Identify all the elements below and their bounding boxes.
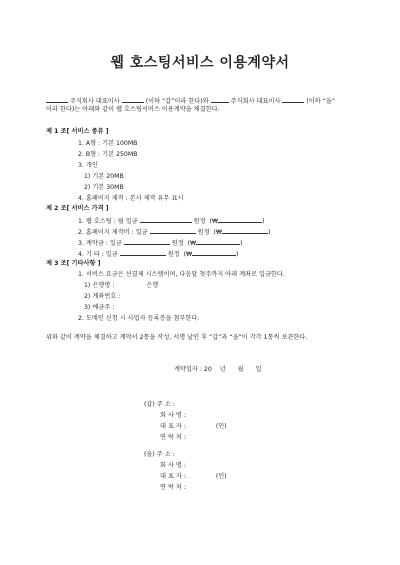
blank-field bbox=[211, 96, 229, 103]
date-day: 일 bbox=[255, 366, 262, 373]
article-2-heading: 제 2 조[ 서비스 가격 ] bbox=[46, 205, 109, 212]
price-row-hosting bbox=[78, 216, 264, 226]
won-sign: (₩ bbox=[213, 229, 223, 236]
amount-blank bbox=[120, 249, 166, 256]
article-1-heading: 제 1 조[ 서비스 종류 ] bbox=[46, 128, 109, 135]
party-b-representative bbox=[160, 473, 227, 481]
blank-field bbox=[282, 96, 304, 103]
amount-blank bbox=[124, 238, 170, 245]
party-a-address bbox=[144, 401, 175, 409]
price-row-homepage bbox=[78, 227, 270, 237]
party-b-contact: 연 락 처 : bbox=[160, 484, 186, 491]
document-title: 웹 호스팅서비스 이용계약서 bbox=[110, 55, 290, 71]
date-month: 월 bbox=[237, 366, 244, 373]
article-1-item: 2. B형 : 기본 250MB bbox=[78, 151, 138, 158]
paren-close: ) bbox=[262, 218, 265, 225]
closing-statement: 위와 같이 계약을 체결하고 계약서 2통을 작성, 서명 날인 후 “갑”과 “을”이 각각 1통씩 보관한다. bbox=[46, 334, 308, 341]
article-1-subitem: 1) 기본 20MB bbox=[84, 173, 124, 180]
article-1-item: 3. 개인 bbox=[78, 162, 98, 169]
price-unit: 원정 bbox=[197, 229, 210, 236]
intro-text: (이하 “을” bbox=[306, 98, 336, 105]
won-sign: (₩ bbox=[209, 218, 219, 225]
paren-close: ) bbox=[240, 240, 243, 247]
intro-text: (이하 “갑”이라 한다)와 bbox=[145, 98, 209, 105]
amount-blank bbox=[150, 227, 196, 234]
amount-blank bbox=[196, 238, 243, 247]
seal-mark: (인) bbox=[215, 473, 227, 480]
amount-blank bbox=[192, 249, 239, 258]
amount-blank bbox=[140, 216, 192, 223]
party-a-contact: 연 락 처 : bbox=[160, 434, 186, 441]
won-sign: (₩ bbox=[187, 240, 197, 247]
intro-line-1 bbox=[46, 96, 335, 106]
contract-date bbox=[174, 366, 262, 374]
account-holder-row: 3) 예금주 : bbox=[84, 304, 115, 311]
address-label: 주 소 : bbox=[156, 451, 175, 458]
representative-label: 대 표 자 : bbox=[160, 423, 186, 430]
party-a-representative bbox=[160, 423, 227, 431]
price-row-deposit bbox=[78, 238, 243, 248]
paren-close: ) bbox=[268, 229, 271, 236]
blank-field bbox=[122, 96, 144, 103]
party-b-company: 회 사 명 : bbox=[160, 462, 186, 469]
date-year: 년 bbox=[219, 366, 226, 373]
price-unit: 원정 bbox=[171, 240, 184, 247]
amount-blank bbox=[218, 216, 265, 225]
party-a-tag: (갑) bbox=[144, 401, 155, 408]
paren-close: ) bbox=[236, 251, 239, 258]
bank-name-row bbox=[84, 282, 158, 290]
seal-mark: (인) bbox=[215, 423, 227, 430]
won-sign: (₩ bbox=[183, 251, 193, 258]
article-1-item: 1. A형 : 기본 100MB bbox=[78, 140, 138, 147]
bank-suffix: 은행 bbox=[146, 282, 159, 289]
price-label: 1. 웹 호스팅 : 월 일금 bbox=[78, 218, 138, 225]
intro-text: 주식회사 대표이사 bbox=[69, 98, 120, 105]
article-1-subitem: 2) 기본 30MB bbox=[84, 184, 124, 191]
price-label: 4. 기 타 : 일금 bbox=[78, 251, 118, 258]
address-label: 주 소 : bbox=[156, 401, 175, 408]
price-unit: 원정 bbox=[167, 251, 180, 258]
date-label: 계약일자 : 20 bbox=[174, 366, 212, 373]
article-1-item: 4. 홈페이지 제작 : 본사 제작 유무 표시 bbox=[78, 195, 184, 202]
account-number-row: 2) 계좌번호 : bbox=[84, 293, 121, 300]
bank-label: 1) 은행명 : bbox=[84, 282, 115, 289]
intro-line-2: 이라 한다)는 아래와 같이 웹 호스팅서비스 이용계약을 체결한다. bbox=[46, 106, 220, 113]
party-b-tag: (을) bbox=[144, 451, 155, 458]
representative-label: 대 표 자 : bbox=[160, 473, 186, 480]
price-label: 2. 홈페이지 제작비 : 일금 bbox=[78, 229, 148, 236]
article-3-heading: 제 3 조[ 기타사항 ] bbox=[46, 260, 101, 267]
party-a-company: 회 사 명 : bbox=[160, 412, 186, 419]
intro-text: 주식회사 대표이사 bbox=[230, 98, 281, 105]
party-b-address bbox=[144, 451, 175, 459]
price-row-other bbox=[78, 249, 239, 259]
price-label: 3. 계약금 : 일금 bbox=[78, 240, 122, 247]
price-unit: 원정 bbox=[193, 218, 206, 225]
article-3-item: 1. 서비스 요금은 선결제 시스템이며, 다음달 첫주까지 아래 계좌로 입금한다. bbox=[78, 271, 285, 278]
article-3-item: 2. 도메인 신청 시 사업자 등록증을 첨부한다. bbox=[78, 315, 200, 322]
amount-blank bbox=[222, 227, 271, 236]
blank-field bbox=[46, 96, 68, 103]
